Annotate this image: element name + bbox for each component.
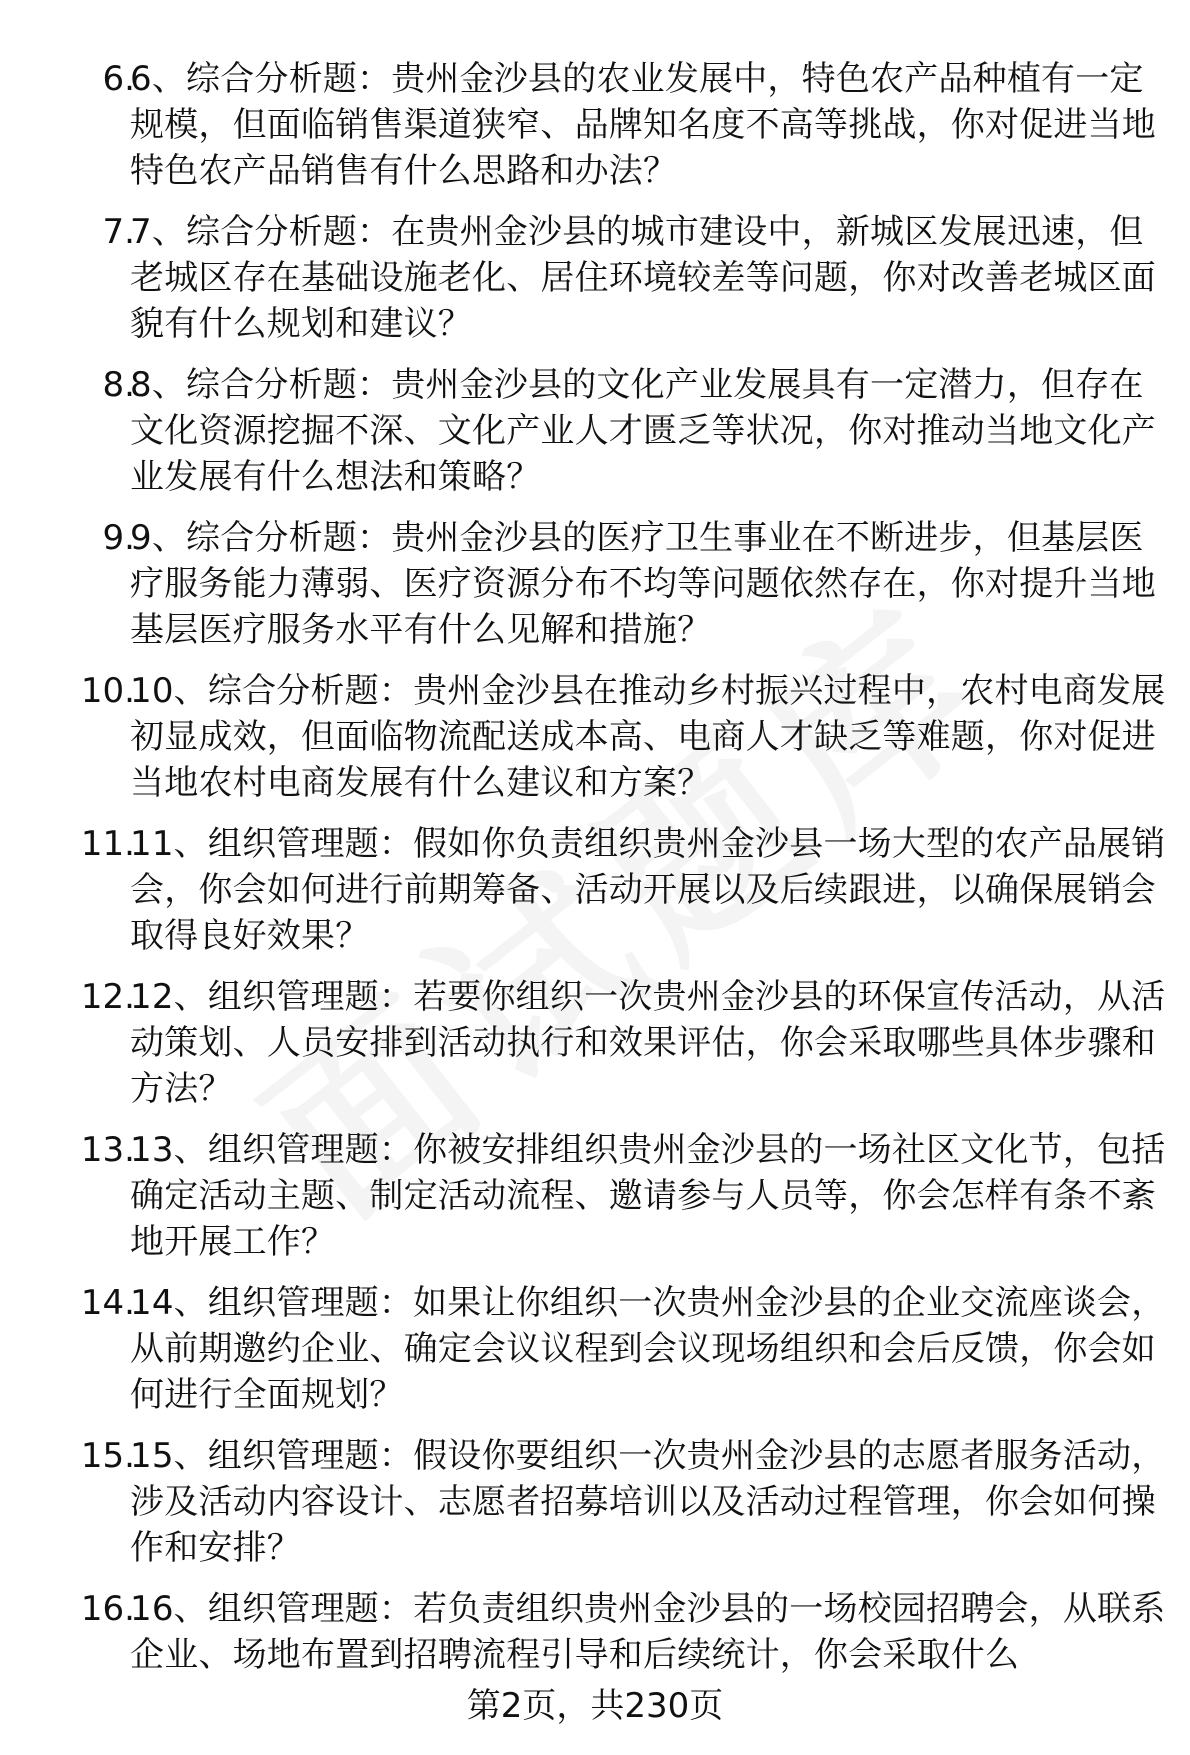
question-number: 14.: [80, 1283, 135, 1323]
question-number: 9.: [102, 518, 135, 558]
question-item: [0, 515, 1190, 668]
question-text: 11、组织管理题：假如你负责组织贵州金沙县一场大型的农产品展销会，你会如何进行前期筹备、活动开展以及后续跟进，以确保展销会取得良好效果？: [130, 824, 1166, 956]
question-number: 13.: [80, 1130, 135, 1170]
question-text: 9、综合分析题：贵州金沙县的医疗卫生事业在不断进步，但基层医疗服务能力薄弱、医疗资源分布不均等问题依然存在，你对提升当地基层医疗服务水平有什么见解和措施？: [130, 518, 1156, 650]
question-item: [0, 56, 1190, 209]
question-text: 16、组织管理题：若负责组织贵州金沙县的一场校园招聘会，从联系企业、场地布置到招聘流程引导和后续统计，你会采取什么: [130, 1589, 1166, 1675]
question-item: [0, 1127, 1190, 1280]
page-footer: 第2页，共230页: [466, 1686, 724, 1726]
question-item: [0, 362, 1190, 515]
question-number: 15.: [80, 1436, 135, 1476]
question-text: 14、组织管理题：如果让你组织一次贵州金沙县的企业交流座谈会，从前期邀约企业、确定会议议程到会议现场组织和会后反馈，你会如何进行全面规划？: [130, 1283, 1166, 1415]
question-number: 8.: [102, 365, 135, 405]
question-text: 10、综合分析题：贵州金沙县在推动乡村振兴过程中，农村电商发展初显成效，但面临物流配送成本高、电商人才缺乏等难题，你对促进当地农村电商发展有什么建议和方案？: [130, 671, 1166, 803]
question-number: 12.: [80, 977, 135, 1017]
question-text: 8、综合分析题：贵州金沙县的文化产业发展具有一定潜力，但存在文化资源挖掘不深、文化产业人才匮乏等状况，你对推动当地文化产业发展有什么想法和策略？: [130, 365, 1156, 497]
question-list: [0, 56, 1190, 1739]
question-number: 11.: [80, 824, 135, 864]
question-item: [0, 1433, 1190, 1586]
question-item: [0, 1280, 1190, 1433]
question-number: 6.: [102, 59, 135, 99]
question-item: [0, 821, 1190, 974]
question-text: 7、综合分析题：在贵州金沙县的城市建设中，新城区发展迅速，但老城区存在基础设施老化、居住环境较差等问题，你对改善老城区面貌有什么规划和建议？: [130, 212, 1156, 344]
question-item: [0, 974, 1190, 1127]
question-text: 15、组织管理题：假设你要组织一次贵州金沙县的志愿者服务活动，涉及活动内容设计、志愿者招募培训以及活动过程管理，你会如何操作和安排？: [130, 1436, 1166, 1568]
question-text: 12、组织管理题：若要你组织一次贵州金沙县的环保宣传活动，从活动策划、人员安排到活动执行和效果评估，你会采取哪些具体步骤和方法？: [130, 977, 1166, 1109]
question-item: [0, 668, 1190, 821]
question-item: [0, 209, 1190, 362]
question-number: 16.: [80, 1589, 135, 1629]
question-text: 13、组织管理题：你被安排组织贵州金沙县的一场社区文化节，包括确定活动主题、制定活动流程、邀请参与人员等，你会怎样有条不紊地开展工作？: [130, 1130, 1166, 1262]
question-number: 10.: [80, 671, 135, 711]
question-number: 7.: [102, 212, 135, 252]
question-text: 6、综合分析题：贵州金沙县的农业发展中，特色农产品种植有一定规模，但面临销售渠道狭窄、品牌知名度不高等挑战，你对促进当地特色农产品销售有什么思路和办法？: [130, 59, 1156, 191]
